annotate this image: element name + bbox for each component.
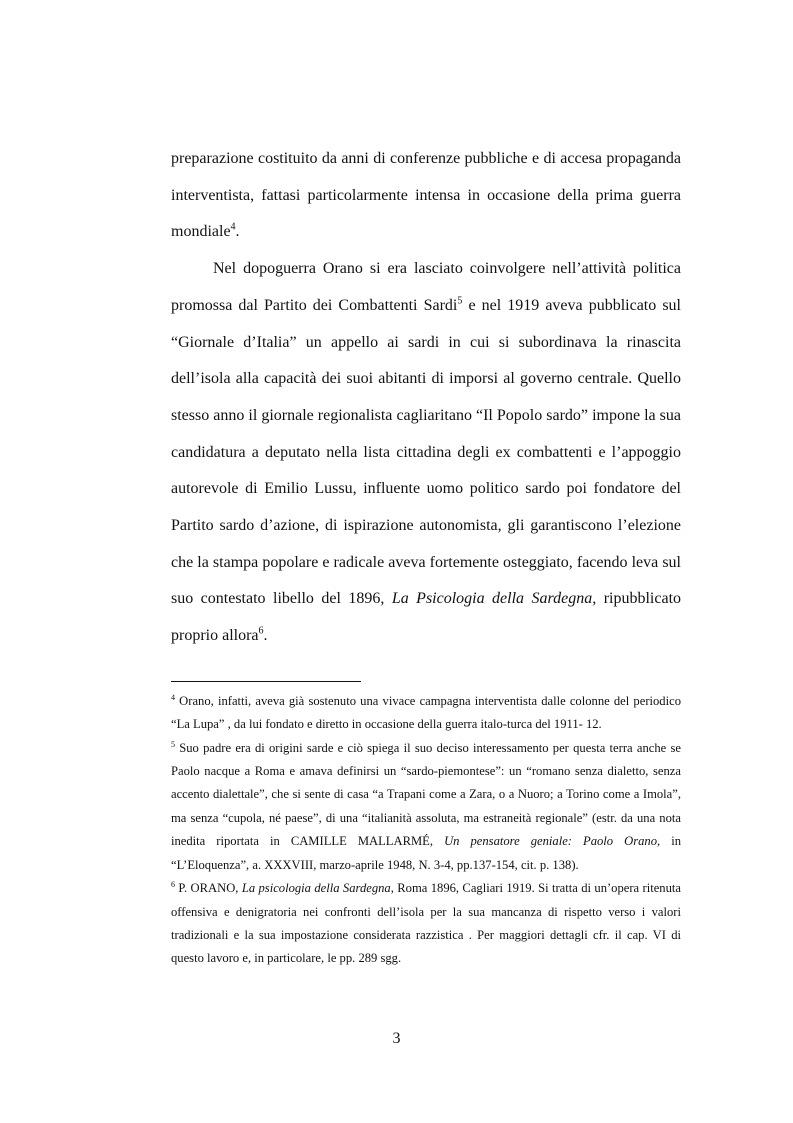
paragraph-2: Nel dopoguerra Orano si era lasciato coinvolgere nell’attività politica promossa dal Partito dei Combattenti Sardi$^5$ e nel 1919 aveva pubblicato sul “Giornale d’Italia” un appello ai sardi in cui si subordinava la rinascita dell’isola alla capacità dei suoi abitanti di imporsi al governo centrale. Quello stesso anno il giornale regionalista cagliaritano “Il Popolo sardo” impone la sua candidatura a deputato nella lista cittadina degli ex combattenti e l’appoggio autorevole di Emilio Lussu, influente uomo politico sardo poi fondatore del Partito sardo d’azione, di ispirazione autonomista, gli garantiscono l’elezione che la stampa popolare e radicale aveva fortemente osteggiato, facendo leva sul suo contestato libello del 1896, La Psicologia della Sardegna, ripubblicato proprio allora$^6$. (171, 260, 682, 645)
footnotes (171, 690, 681, 971)
footnote-4: $^4$ Orano, infatti, aveva già sostenuto una vivace campagna interventista dalle colonne del periodico “La Lupa” , da lui fondato e diretto in occasione della guerra italo-turca del 1911- 12. (171, 692, 681, 732)
footnote-6: $^6$ P. ORANO, La psicologia della Sardegna, Roma 1896, Cagliari 1919. Si tratta di un’opera ritenuta offensiva e denigratoria nei confronti dell’isola per la sua mancanza di rispetto verso i valori tradizionali e la sua impostazione considerata razzistica . Per maggiori dettagli cfr. il cap. VI di questo lavoro e, in particolare, le pp. 289 sgg. (171, 879, 681, 966)
paragraph-1: preparazione costituito da anni di conferenze pubbliche e di accesa propaganda interventista, fattasi particolarmente intensa in occasione della prima guerra mondiale$^4$. (171, 150, 681, 241)
page-number: 3 (392, 1030, 401, 1047)
page-content (171, 141, 681, 971)
footnote-ref-5[interactable]: 5 (457, 295, 463, 307)
footnote-5: $^5$ Suo padre era di origini sarde e ciò spiega il suo deciso interessamento per questa terra anche se Paolo nacque a Roma e amava definirsi un “sardo-piemontese”: un “romano senza dialetto, senza accento dialettale”, che si sente di casa “a Trapani come a Zara, o a Nuoro; a Torino come a Imola”, ma senza “cupola, né paese”, di una “italianità assoluta, ma estraneità regionale” (estr. da una nota inedita riportata in CAMILLE MALLARMÉ, Un pensatore geniale: Paolo Orano, in “L’Eloquenza”, a. XXXVIII, marzo-aprile 1948, N. 3-4, pp.137-154, cit. p. 138). (171, 739, 681, 872)
body-text (171, 141, 681, 655)
footnote-ref-4[interactable]: 4 (230, 222, 236, 234)
footnote-separator (171, 681, 361, 682)
footnote-ref-6[interactable]: 6 (258, 625, 264, 637)
italic-title: La Psicologia della Sardegna, (391, 590, 597, 608)
